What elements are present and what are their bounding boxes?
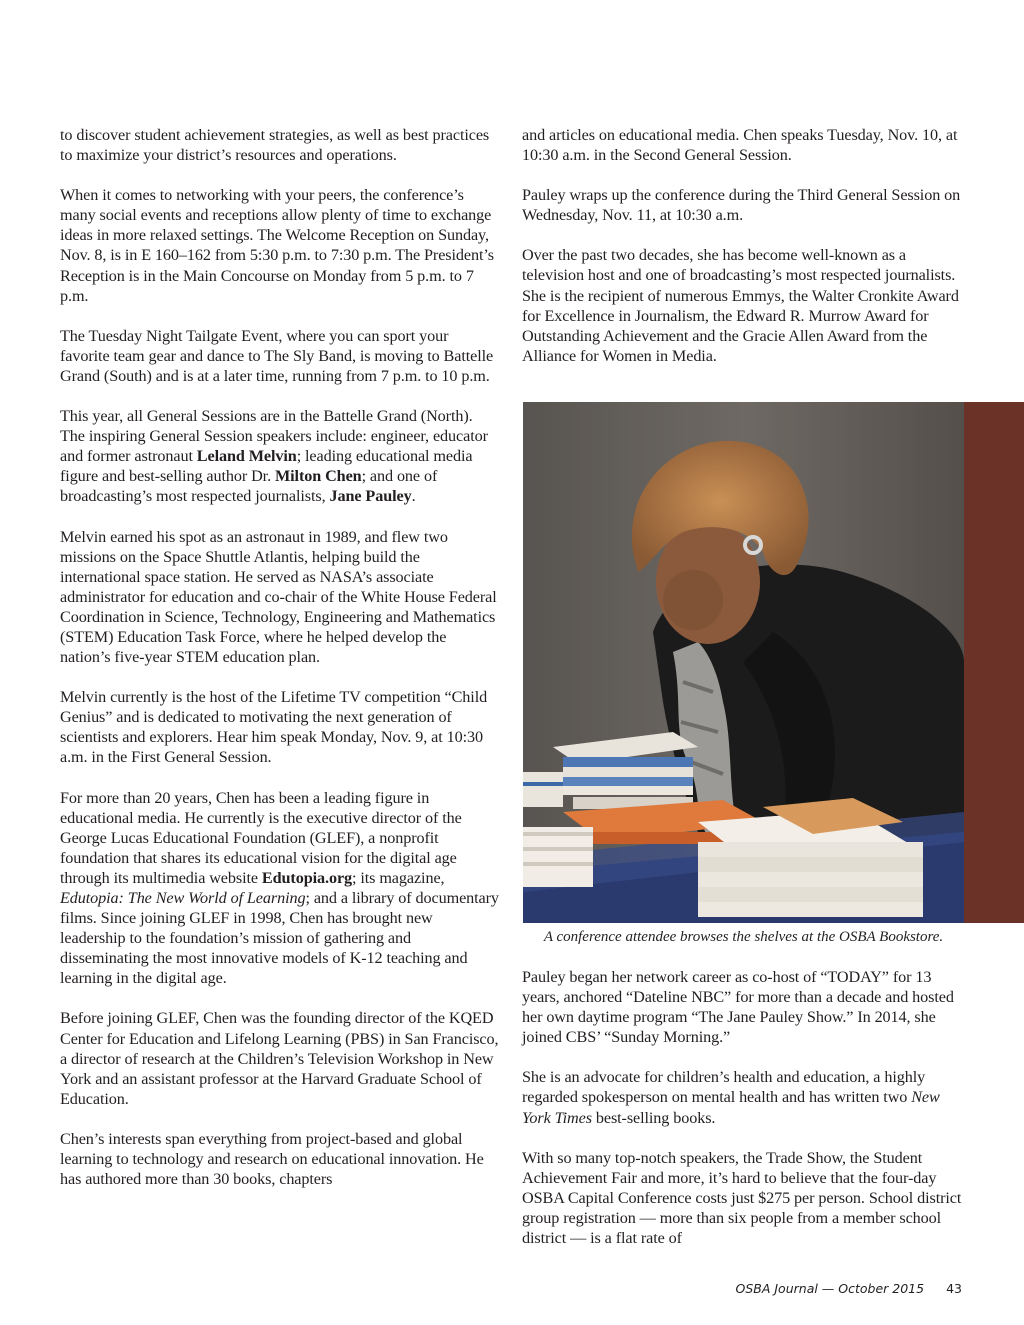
paragraph: With so many top-notch speakers, the Trade Show, the Student Achievement Fair and more, it’s hard to believe that the four-day OSBA Capital Conference costs just $275 per person. School district group registration — more than six people from a member school district — is a flat rate of: [522, 1148, 962, 1248]
paragraph: Pauley wraps up the conference during the Third General Session on Wednesday, Nov. 11, at 10:30 a.m.: [522, 186, 961, 225]
text: She is an advocate for children’s health and education, a highly regarded spokesperson on mental health and has written two: [522, 1068, 926, 1107]
paragraph-general-sessions: [60, 406, 500, 506]
publication-name: OSBA Journal — October 2015: [735, 1281, 925, 1296]
page-footer: [700, 1281, 962, 1296]
newspaper-name: New York Times: [522, 1088, 940, 1127]
text: ; its magazine,: [352, 868, 445, 887]
right-column-bottom: [522, 967, 970, 1248]
speaker-name-melvin: Leland Melvin: [196, 447, 297, 466]
paragraph: Melvin earned his spot as an astronaut in 1989, and flew two missions on the Space Shuttle Atlantis, helping build the international space station. He served as NASA’s associate administrator for education and co-chair of the White House Federal Coordination in Science, Technology, Engineering and Mathematics (STEM) Education Task Force, where he helped develop the nation’s five-year STEM education plan.: [60, 527, 497, 667]
left-column: [60, 125, 500, 1189]
text: best-selling books.: [591, 1108, 716, 1127]
paragraph: Over the past two decades, she has become well-known as a television host and one of broadcasting’s most respected journalists. She is the recipient of numerous Emmys, the Walter Cronkite Award for Excellence in Journalism, the Edward R. Murrow Award for Outstanding Achievement and the Gracie Allen Award from the Alliance for Women in Media.: [522, 246, 959, 365]
website-name: Edutopia.org: [261, 868, 353, 887]
photo-illustration: [523, 402, 964, 923]
text: ; and a library of documentary films. Since joining GLEF in 1998, Chen has brought new leadership to the foundation’s mission of gathering and disseminating the most innovative models of K-12 teaching and learning in the digital age.: [60, 889, 499, 988]
text: ; leading educational media figure and best-selling author Dr.: [60, 447, 473, 486]
paragraph: Before joining GLEF, Chen was the founding director of the KQED Center for Education and Lifelong Learning (PBS) in San Francisco, a director of research at the Children’s Television Workshop in New York and an assistant professor at the Harvard Graduate School of Education.: [60, 1009, 499, 1108]
paragraph-chen-bio: [60, 788, 500, 989]
text: This year, all General Sessions are in the Battelle Grand (North). The inspiring General Session speakers include: engineer, educator and former astronaut: [60, 407, 488, 466]
paragraph: Melvin currently is the host of the Lifetime TV competition “Child Genius” and is dedicated to motivating the next generation of scientists and explorers. Hear him speak Monday, Nov. 9, at 10:30 a.m. in the First General Session.: [60, 688, 488, 767]
accent-bar: [964, 402, 1024, 923]
text: For more than 20 years, Chen has been a leading figure in educational media. He currently is the executive director of the George Lucas Educational Foundation (GLEF), a nonprofit foundation that shares its educational vision for the digital age through its multimedia website: [60, 788, 462, 887]
text: ; and one of broadcasting’s most respected journalists,: [60, 467, 438, 506]
speaker-name-pauley: Jane Pauley: [329, 487, 412, 506]
paragraph-advocate: [522, 1067, 970, 1127]
bookstore-photo: [523, 402, 964, 923]
text: .: [411, 487, 416, 506]
paragraph: When it comes to networking with your peers, the conference’s many social events and receptions allow plenty of time to exchange ideas in more relaxed settings. The Welcome Reception on Sunday, Nov. 8, is in E 160–162 from 5:30 p.m. to 7:30 p.m. The President’s Reception is in the Main Concourse on Monday from 5 p.m. to 7 p.m.: [60, 186, 494, 305]
speaker-name-chen: Milton Chen: [274, 467, 362, 486]
paragraph: Chen’s interests span everything from project-based and global learning to technology and research on educational innovation. He has authored more than 30 books, chapters: [60, 1129, 484, 1189]
paragraph: to discover student achievement strategies, as well as best practices to maximize your district’s resources and operations.: [60, 126, 490, 165]
right-column-top: [522, 125, 970, 366]
page-number: 43: [946, 1281, 962, 1296]
paragraph: and articles on educational media. Chen speaks Tuesday, Nov. 10, at 10:30 a.m. in the Second General Session.: [522, 126, 958, 165]
paragraph: Pauley began her network career as co-host of “TODAY” for 13 years, anchored “Dateline NBC” for more than a decade and hosted her own daytime program “The Jane Pauley Show.” In 2014, she joined CBS’ “Sunday Morning.”: [522, 968, 954, 1047]
paragraph: The Tuesday Night Tailgate Event, where you can sport your favorite team gear and dance to The Sly Band, is moving to Battelle Grand (South) and is at a later time, running from 7 p.m. to 10 p.m.: [60, 326, 494, 385]
magazine-title: Edutopia: The New World of Learning: [60, 889, 306, 907]
photo-caption: A conference attendee browses the shelves at the OSBA Bookstore.: [543, 929, 944, 945]
